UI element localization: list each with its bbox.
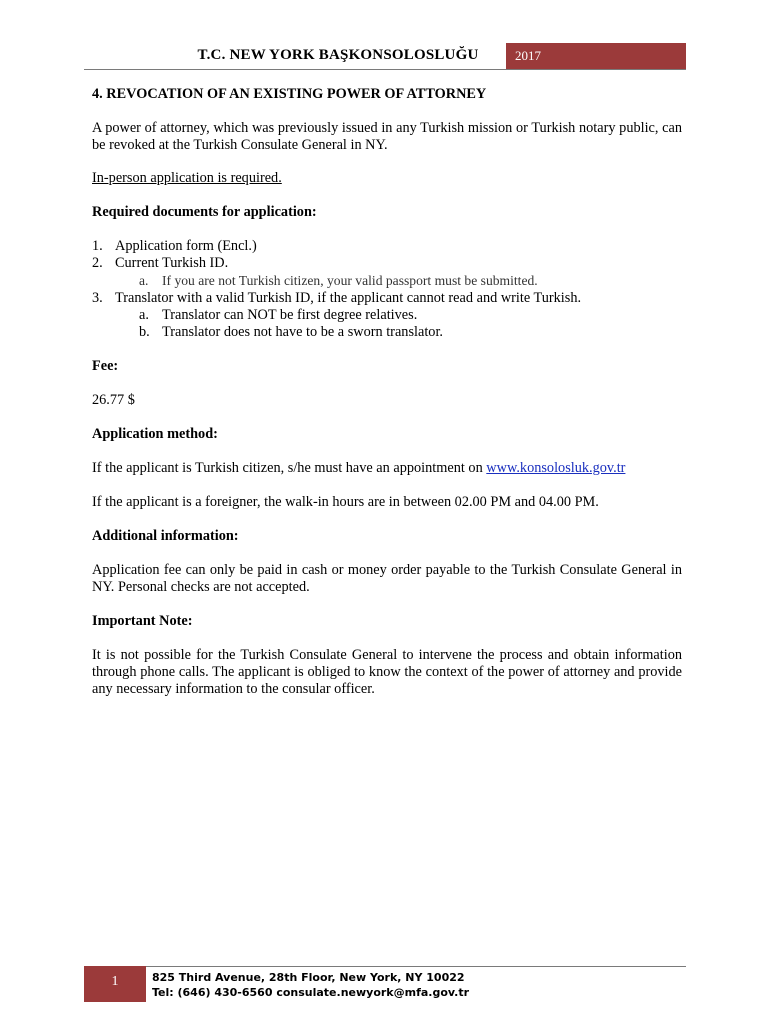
sublist-item-text: Translator can NOT be first degree relatives. [162, 307, 418, 323]
sublist-item-letter: a. [139, 273, 149, 288]
sublist-item-letter: b. [139, 324, 150, 340]
list-item-number: 2. [92, 255, 103, 271]
sublist-document-3 [92, 307, 682, 341]
fee-heading: Fee: [92, 358, 119, 374]
sublist-item-text: If you are not Turkish citizen, your valid passport must be submitted. [162, 273, 538, 288]
list-item-text: Application form (Encl.) [115, 238, 257, 254]
list-item-number: 1. [92, 238, 103, 254]
list-item [92, 238, 682, 255]
important-note-heading: Important Note: [92, 613, 193, 629]
header-year-badge: 2017 [506, 43, 686, 69]
sublist-item-text: Translator does not have to be a sworn translator. [162, 324, 443, 340]
application-method-heading: Application method: [92, 426, 218, 442]
header-title: T.C. NEW YORK BAŞKONSOLOSLUĞU [197, 47, 479, 63]
sublist-item [139, 324, 682, 341]
fee-value: 26.77 $ [92, 392, 135, 408]
sublist-item [139, 272, 682, 290]
page-number: 1 [84, 966, 146, 1002]
list-item-number: 3. [92, 290, 103, 306]
list-item [92, 290, 682, 307]
header-divider [84, 69, 686, 70]
list-item [92, 255, 682, 272]
additional-information-text: Application fee can only be paid in cash or money order payable to the Turkish Consulate General in NY. Personal checks are not accepted. [92, 562, 682, 595]
sublist-document-2 [92, 272, 682, 290]
section-heading: 4. REVOCATION OF AN EXISTING POWER OF ATTORNEY [92, 86, 487, 102]
documents-list [92, 238, 682, 272]
method-citizen-paragraph [92, 460, 682, 477]
konsolosluk-link[interactable]: www.konsolosluk.gov.tr [486, 460, 626, 476]
footer-address: 825 Third Avenue, 28th Floor, New York, NY 10022 [152, 971, 465, 984]
document-body [92, 86, 682, 698]
intro-paragraph: A power of attorney, which was previously issued in any Turkish mission or Turkish notary public, can be revoked at the Turkish Consulate General in NY. [92, 120, 682, 153]
important-note-text: It is not possible for the Turkish Consulate General to intervene the process and obtain information through phone calls. The applicant is obliged to know the context of the power of attorney and provide any necessary information to the consular officer. [92, 647, 682, 697]
list-item-text: Translator with a valid Turkish ID, if the applicant cannot read and write Turkish. [115, 290, 582, 306]
method-citizen-text: If the applicant is Turkish citizen, s/he must have an appointment on [92, 460, 487, 476]
list-item-text: Current Turkish ID. [115, 255, 229, 271]
sublist-item-letter: a. [139, 307, 149, 323]
footer-contact: Tel: (646) 430-6560 consulate.newyork@mfa.gov.tr [152, 986, 470, 999]
footer-contact-block [152, 970, 469, 1000]
documents-list-continued [92, 290, 682, 307]
in-person-note: In-person application is required. [92, 170, 282, 186]
sublist-item [139, 307, 682, 324]
footer-divider [84, 966, 686, 967]
additional-information-heading: Additional information: [92, 528, 239, 544]
method-foreigner-paragraph: If the applicant is a foreigner, the walk-in hours are in between 02.00 PM and 04.00 PM. [92, 494, 599, 510]
required-documents-heading: Required documents for application: [92, 204, 317, 220]
